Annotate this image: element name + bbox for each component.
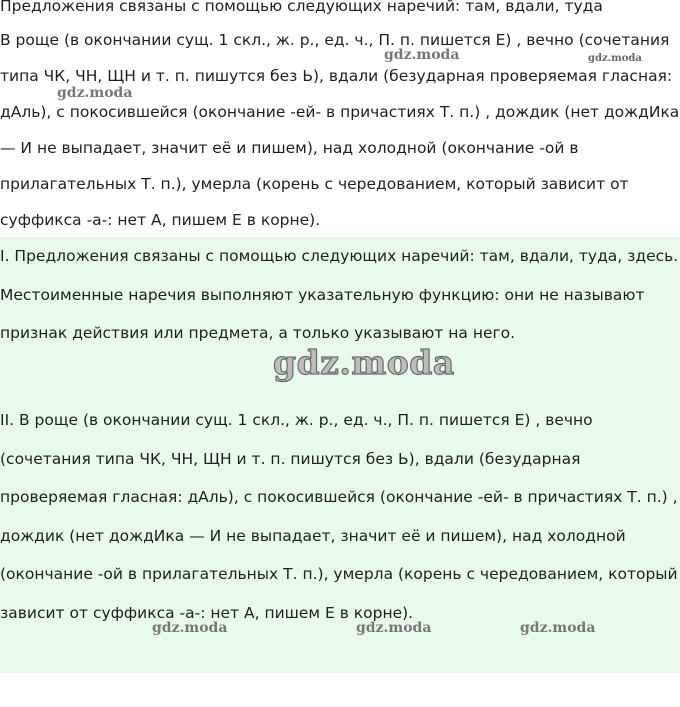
cut-off-heading-text: Предложения связаны с помощью следующих наречий: там, вдали, туда bbox=[0, 0, 603, 15]
watermark-bottom-2: gdz.moda bbox=[356, 620, 432, 636]
watermark-bottom-3: gdz.moda bbox=[520, 620, 596, 636]
watermark-top-center: gdz.moda bbox=[384, 47, 460, 63]
cut-off-heading-line bbox=[0, 0, 680, 20]
watermark-bottom-1: gdz.moda bbox=[152, 620, 228, 636]
answer-part-1: I. Предложения связаны с помощью следующих наречий: там, вдали, туда, здесь. Местоименные наречия выполняют указательную функцию: они не называют признак действия или предмета, а только указывают на него. bbox=[0, 247, 679, 342]
watermark-big-center: gdz.moda bbox=[273, 343, 455, 382]
answer-block bbox=[0, 237, 680, 673]
watermark-top-right: gdz.moda bbox=[588, 53, 642, 64]
top-paragraph: В роще (в окончании сущ. 1 скл., ж. р., ед. ч., П. п. пишется Е) , вечно (сочетания типа ЧК, ЧН, ЩН и т. п. пишутся без Ь), вдали (безударная проверяемая гласная: дАль), с покосившейся (окончание -ей- в причастиях Т. п.) , дождик (нет дождИка — И не выпадает, значит её и пишем), над холодной (окончание -ой в прилагательных Т. п.), умерла (корень с чередованием, который зависит от суффикса -а-: нет А, пишем Е в корне). bbox=[0, 31, 680, 229]
watermark-left: gdz.moda bbox=[57, 85, 133, 101]
answer-part-2: II. В роще (в окончании сущ. 1 скл., ж. р., ед. ч., П. п. пишется Е) , вечно (сочетания типа ЧК, ЧН, ЩН и т. п. пишутся без Ь), вдали (безударная проверяемая гласная: дАль), с покосившейся (окончание -ей- в причастиях Т. п.) , дождик (нет дождИка — И не выпадает, значит её и пишем), над холодной (окончание -ой в прилагательных Т. п.), умерла (корень с чередованием, который зависит от суффикса -а-: нет А, пишем Е в корне). bbox=[0, 411, 678, 622]
